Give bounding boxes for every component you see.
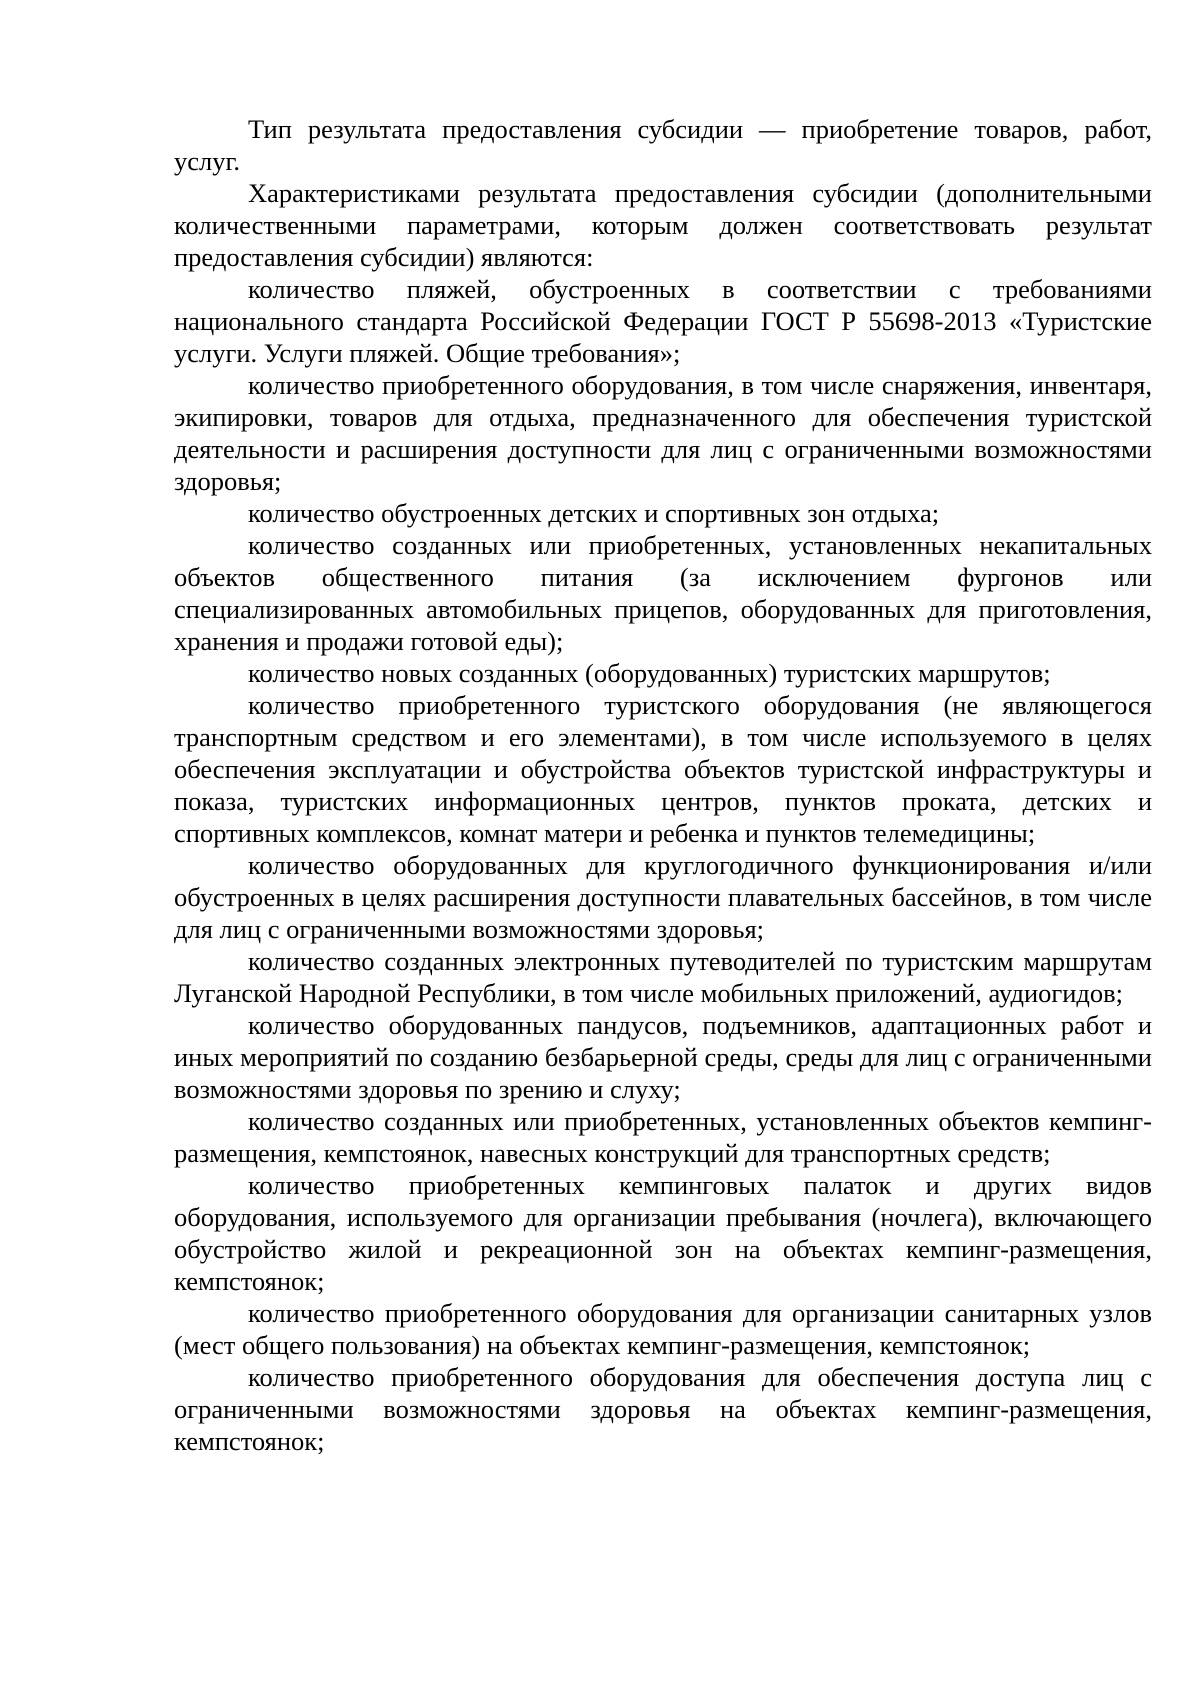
paragraph-accessibility-equipment: количество приобретенного оборудования для обеспечения доступа лиц с ограниченными возможностями здоровья на объектах кемпинг-размещения, кемпстоянок;: [174, 1362, 1152, 1456]
paragraph-characteristics-intro: Характеристиками результата предоставления субсидии (дополнительными количественными параметрами, которым должен соответствовать результат предоставления субсидии) являются:: [174, 178, 1152, 272]
paragraph-camping-objects: количество созданных или приобретенных, установленных объектов кемпинг-размещения, кемпстоянок, навесных конструкций для транспортных средств;: [174, 1106, 1152, 1168]
paragraph-sanitary-equipment: количество приобретенного оборудования для организации санитарных узлов (мест общего пользования) на объектах кемпинг-размещения, кемпстоянок;: [174, 1298, 1152, 1360]
paragraph-swimming-pools: количество оборудованных для круглогодичного функционирования и/или обустроенных в целях расширения доступности плавательных бассейнов, в том числе для лиц с ограниченными возможностями здоровья;: [174, 850, 1152, 944]
paragraph-barrier-free: количество оборудованных пандусов, подъемников, адаптационных работ и иных мероприятий по созданию безбарьерной среды, среды для лиц с ограниченными возможностями здоровья по зрению и слуху;: [174, 1010, 1152, 1104]
paragraph-result-type: Тип результата предоставления субсидии — приобретение товаров, работ, услуг.: [174, 114, 1152, 176]
paragraph-electronic-guides: количество созданных электронных путеводителей по туристским маршрутам Луганской Народной Республики, в том числе мобильных приложений, аудиогидов;: [174, 946, 1152, 1008]
document-body: [174, 113, 1152, 1457]
paragraph-tourist-routes: количество новых созданных (оборудованных) туристских маршрутов;: [248, 658, 1051, 688]
paragraph-recreation-zones: количество обустроенных детских и спортивных зон отдыха;: [248, 498, 940, 528]
paragraph-tourist-equipment: количество приобретенного туристского оборудования (не являющегося транспортным средством и его элементами), в том числе используемого в целях обеспечения эксплуатации и обустройства объектов туристской инфраструктуры и показа, туристских информационных центров, пунктов проката, детских и спортивных комплексов, комнат матери и ребенка и пунктов телемедицины;: [174, 690, 1152, 848]
paragraph-catering-objects: количество созданных или приобретенных, установленных некапитальных объектов общественного питания (за исключением фургонов или специализированных автомобильных прицепов, оборудованных для приготовления, хранения и продажи готовой еды);: [174, 530, 1152, 656]
paragraph-equipment: количество приобретенного оборудования, в том числе снаряжения, инвентаря, экипировки, товаров для отдыха, предназначенного для обеспечения туристской деятельности и расширения доступности для лиц с ограниченными возможностями здоровья;: [174, 370, 1152, 496]
paragraph-camping-tents: количество приобретенных кемпинговых палаток и других видов оборудования, используемого для организации пребывания (ночлега), включающего обустройство жилой и рекреационной зон на объектах кемпинг-размещения, кемпстоянок;: [174, 1170, 1152, 1296]
paragraph-beaches: количество пляжей, обустроенных в соответствии с требованиями национального стандарта Российской Федерации ГОСТ Р 55698-2013 «Туристские услуги. Услуги пляжей. Общие требования»;: [174, 274, 1152, 368]
